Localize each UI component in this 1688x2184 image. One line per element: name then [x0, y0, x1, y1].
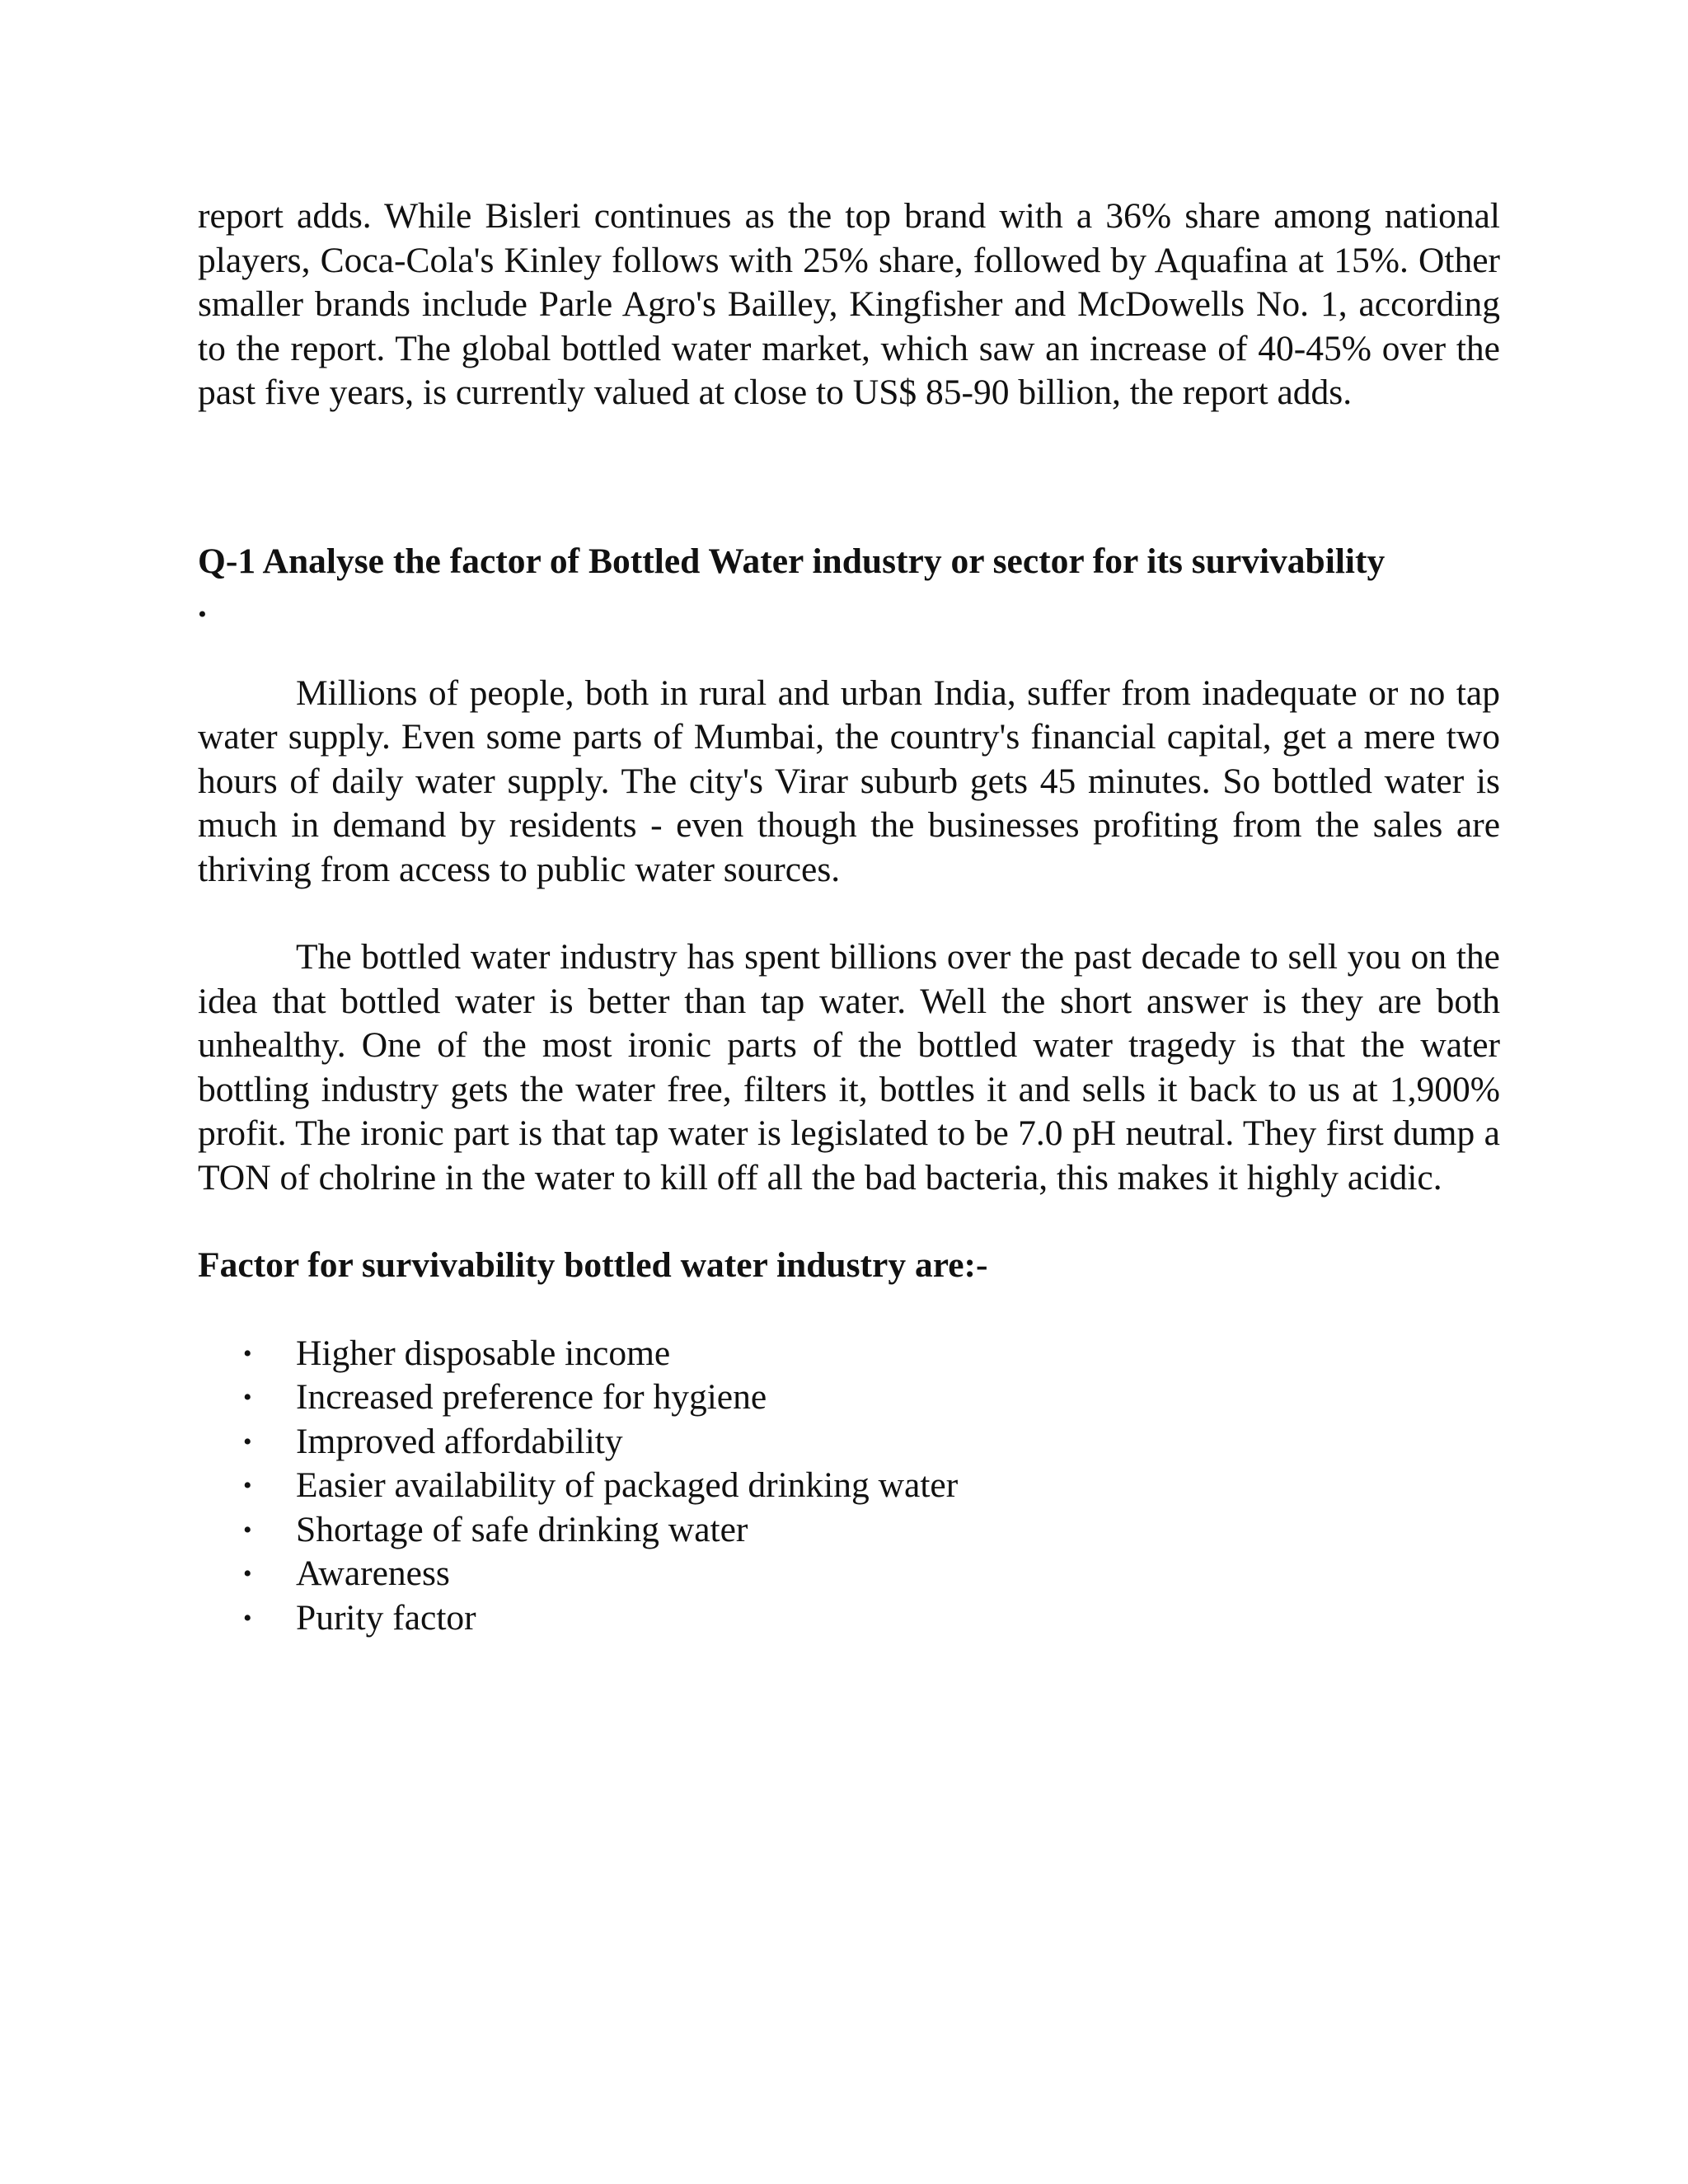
list-item [198, 1420, 1500, 1465]
bullet-icon: • [243, 1516, 252, 1544]
bullet-icon: • [243, 1339, 252, 1367]
list-item-text: Easier availability of packaged drinking water [296, 1465, 959, 1505]
list-item-text: Improved affordability [296, 1421, 623, 1461]
paragraph-bottled-water-industry: The bottled water industry has spent billions over the past decade to sell you on the idea that bottled water is better than tap water. Well the short answer is they are both unhealthy. One of the most ironic parts of the bottled water tragedy is that the water bottling industry gets the water free, filters it, bottles it and sells it back to us at 1,900% profit. The ironic part is that tap water is legislated to be 7.0 pH neutral. They first dump a TON of cholrine in the water to kill off all the bad bacteria, this makes it highly acidic. [198, 937, 1500, 1197]
list-item [198, 1596, 1500, 1641]
list-item-text: Increased preference for hygiene [296, 1377, 767, 1417]
list-item [198, 1464, 1500, 1508]
bullet-icon: • [243, 1427, 252, 1455]
list-item-text: Purity factor [296, 1597, 476, 1638]
list-item-text: Higher disposable income [296, 1333, 671, 1373]
list-item [198, 1552, 1500, 1596]
factors-list [198, 1332, 1500, 1641]
bullet-icon: • [243, 1560, 252, 1587]
paragraph-water-supply: Millions of people, both in rural and urban India, suffer from inadequate or no tap water supply. Even some parts of Mumbai, the country's financial capital, get a mere two hours of daily water supply. The city's Virar suburb gets 45 minutes. So bottled water is much in demand by residents - even though the businesses profiting from the sales are thriving from access to public water sources. [198, 673, 1500, 889]
document-page [198, 194, 1500, 1640]
list-item [198, 1332, 1500, 1376]
list-item [198, 1376, 1500, 1420]
question-heading-period: . [198, 585, 207, 625]
list-item [198, 1508, 1500, 1553]
question-heading: Q-1 Analyse the factor of Bottled Water industry or sector for its survivability [198, 541, 1386, 581]
bullet-icon: • [243, 1604, 252, 1632]
list-item-text: Shortage of safe drinking water [296, 1509, 748, 1549]
factors-heading: Factor for survivability bottled water industry are:- [198, 1245, 988, 1285]
bullet-icon: • [243, 1384, 252, 1411]
bullet-icon: • [243, 1472, 252, 1499]
paragraph-market-share: report adds. While Bisleri continues as the top brand with a 36% share among national players, Coca-Cola's Kinley follows with 25% share, followed by Aquafina at 15%. Other smaller brands include Parle Agro's Bailley, Kingfisher and McDowells No. 1, according to the report. The global bottled water market, which saw an increase of 40-45% over the past five years, is currently valued at close to US$ 85-90 billion, the report adds. [198, 196, 1500, 412]
list-item-text: Awareness [296, 1554, 450, 1593]
